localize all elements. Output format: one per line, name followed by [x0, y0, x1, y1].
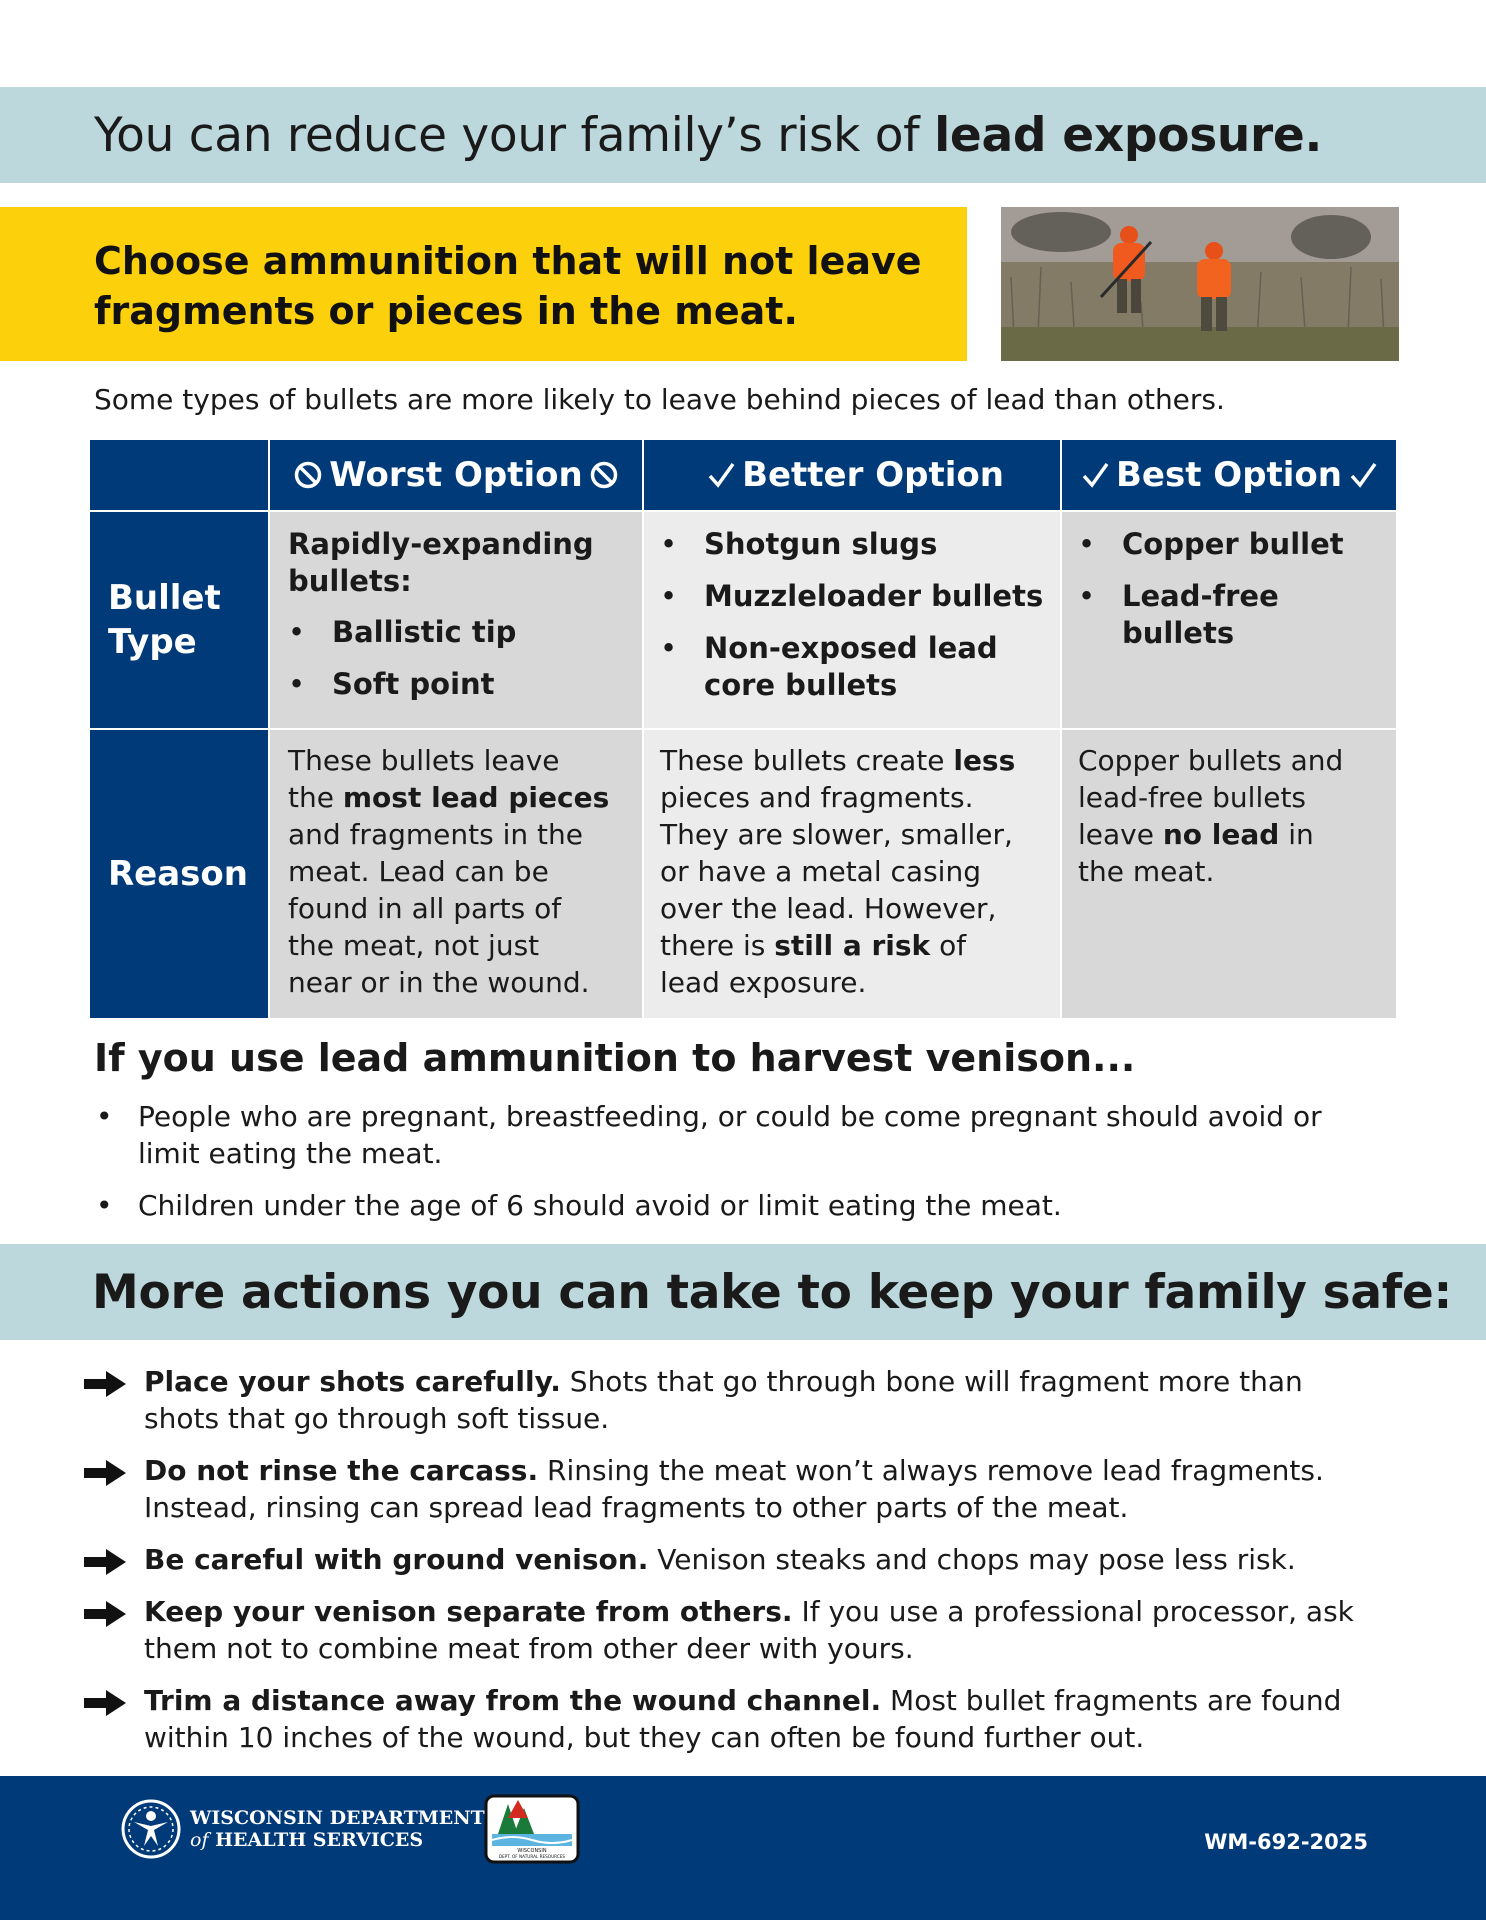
- better-bullet-types: [644, 512, 1060, 728]
- action-item: Be careful with ground venison. Venison steaks and chops may pose less risk.: [84, 1541, 1424, 1578]
- footer: [0, 1776, 1486, 1920]
- list-item: • Soft point: [288, 666, 642, 703]
- dhs-emblem-icon: [120, 1798, 182, 1860]
- worst-bullet-lead: Rapidly-expanding bullets:: [288, 527, 594, 598]
- dhs-logo: WISCONSIN DEPARTMENT of HEALTH SERVICES: [120, 1798, 485, 1860]
- top-banner: [0, 87, 1486, 183]
- venison-heading: If you use lead ammunition to harvest venison...: [94, 1036, 1136, 1080]
- checkmark-icon: [706, 460, 736, 490]
- arrow-right-icon: [84, 1369, 126, 1406]
- worst-bullet-types: [270, 512, 642, 728]
- intro-text: Some types of bullets are more likely to leave behind pieces of lead than others.: [94, 383, 1225, 416]
- list-item: • Muzzleloader bullets: [660, 578, 1060, 615]
- arrow-right-icon: [84, 1599, 126, 1636]
- list-item: • Lead-free bullets: [1078, 578, 1396, 652]
- list-item: • Non-exposed lead core bullets: [660, 630, 1060, 704]
- list-item: • Copper bullet: [1078, 526, 1396, 563]
- arrow-right-icon: [84, 1458, 126, 1495]
- action-item: Place your shots carefully. Shots that go through bone will fragment more than shots that go through soft tissue.: [84, 1363, 1424, 1437]
- list-item: • People who are pregnant, breastfeeding, or could be come pregnant should avoid or limit eating the meat.: [94, 1098, 1414, 1172]
- best-bullet-types: [1062, 512, 1396, 728]
- checkmark-icon: [1080, 460, 1110, 490]
- ammo-heading-box: [0, 207, 967, 361]
- action-item: Do not rinse the carcass. Rinsing the meat won’t always remove lead fragments. Instead, rinsing can spread lead fragments to other parts of the meat.: [84, 1452, 1424, 1526]
- ammo-heading: Choose ammunition that will not leave fragments or pieces in the meat.: [94, 239, 922, 333]
- svg-text:WISCONSIN: WISCONSIN: [517, 1848, 547, 1854]
- list-item: • Ballistic tip: [288, 614, 642, 651]
- document-code: WM-692-2025: [1204, 1830, 1368, 1854]
- row-label-reason: Reason: [90, 730, 268, 1018]
- header-best-option: Best Option: [1062, 440, 1396, 510]
- list-item: • Children under the age of 6 should avoid or limit eating the meat.: [94, 1187, 1414, 1224]
- svg-text:DEPT. OF NATURAL RESOURCES: DEPT. OF NATURAL RESOURCES: [498, 1854, 566, 1859]
- action-item: Trim a distance away from the wound channel. Most bullet fragments are found within 10 inches of the wound, but they can often be found further out.: [84, 1682, 1424, 1756]
- hunters-in-field-photo: [1001, 207, 1399, 361]
- actions-title: More actions you can take to keep your family safe:: [92, 1264, 1452, 1320]
- venison-list: [94, 1098, 1414, 1239]
- better-reason: These bullets create less pieces and fragments. They are slower, smaller, or have a metal casing over the lead. However, there is still a risk of lead exposure.: [644, 730, 1060, 1018]
- list-item: • Shotgun slugs: [660, 526, 1060, 563]
- dnr-logo: [484, 1794, 580, 1868]
- header-worst-option: Worst Option: [270, 440, 642, 510]
- actions-list: [84, 1363, 1424, 1771]
- row-label-bullet-type: Bullet Type: [90, 512, 268, 728]
- actions-banner: [0, 1244, 1486, 1340]
- table-corner-cell: [90, 440, 268, 510]
- action-item: Keep your venison separate from others. If you use a professional processor, ask them not to combine meat from other deer with yours.: [84, 1593, 1424, 1667]
- best-reason: Copper bullets and lead-free bullets leave no lead in the meat.: [1062, 730, 1396, 1018]
- page-title: You can reduce your family’s risk of lead exposure.: [94, 107, 1323, 163]
- prohibited-icon: [589, 460, 619, 490]
- arrow-right-icon: [84, 1688, 126, 1725]
- worst-reason: These bullets leave the most lead pieces and fragments in the meat. Lead can be found in all parts of the meat, not just near or in the wound.: [270, 730, 642, 1018]
- checkmark-icon: [1348, 460, 1378, 490]
- arrow-right-icon: [84, 1547, 126, 1584]
- prohibited-icon: [293, 460, 323, 490]
- header-better-option: Better Option: [644, 440, 1060, 510]
